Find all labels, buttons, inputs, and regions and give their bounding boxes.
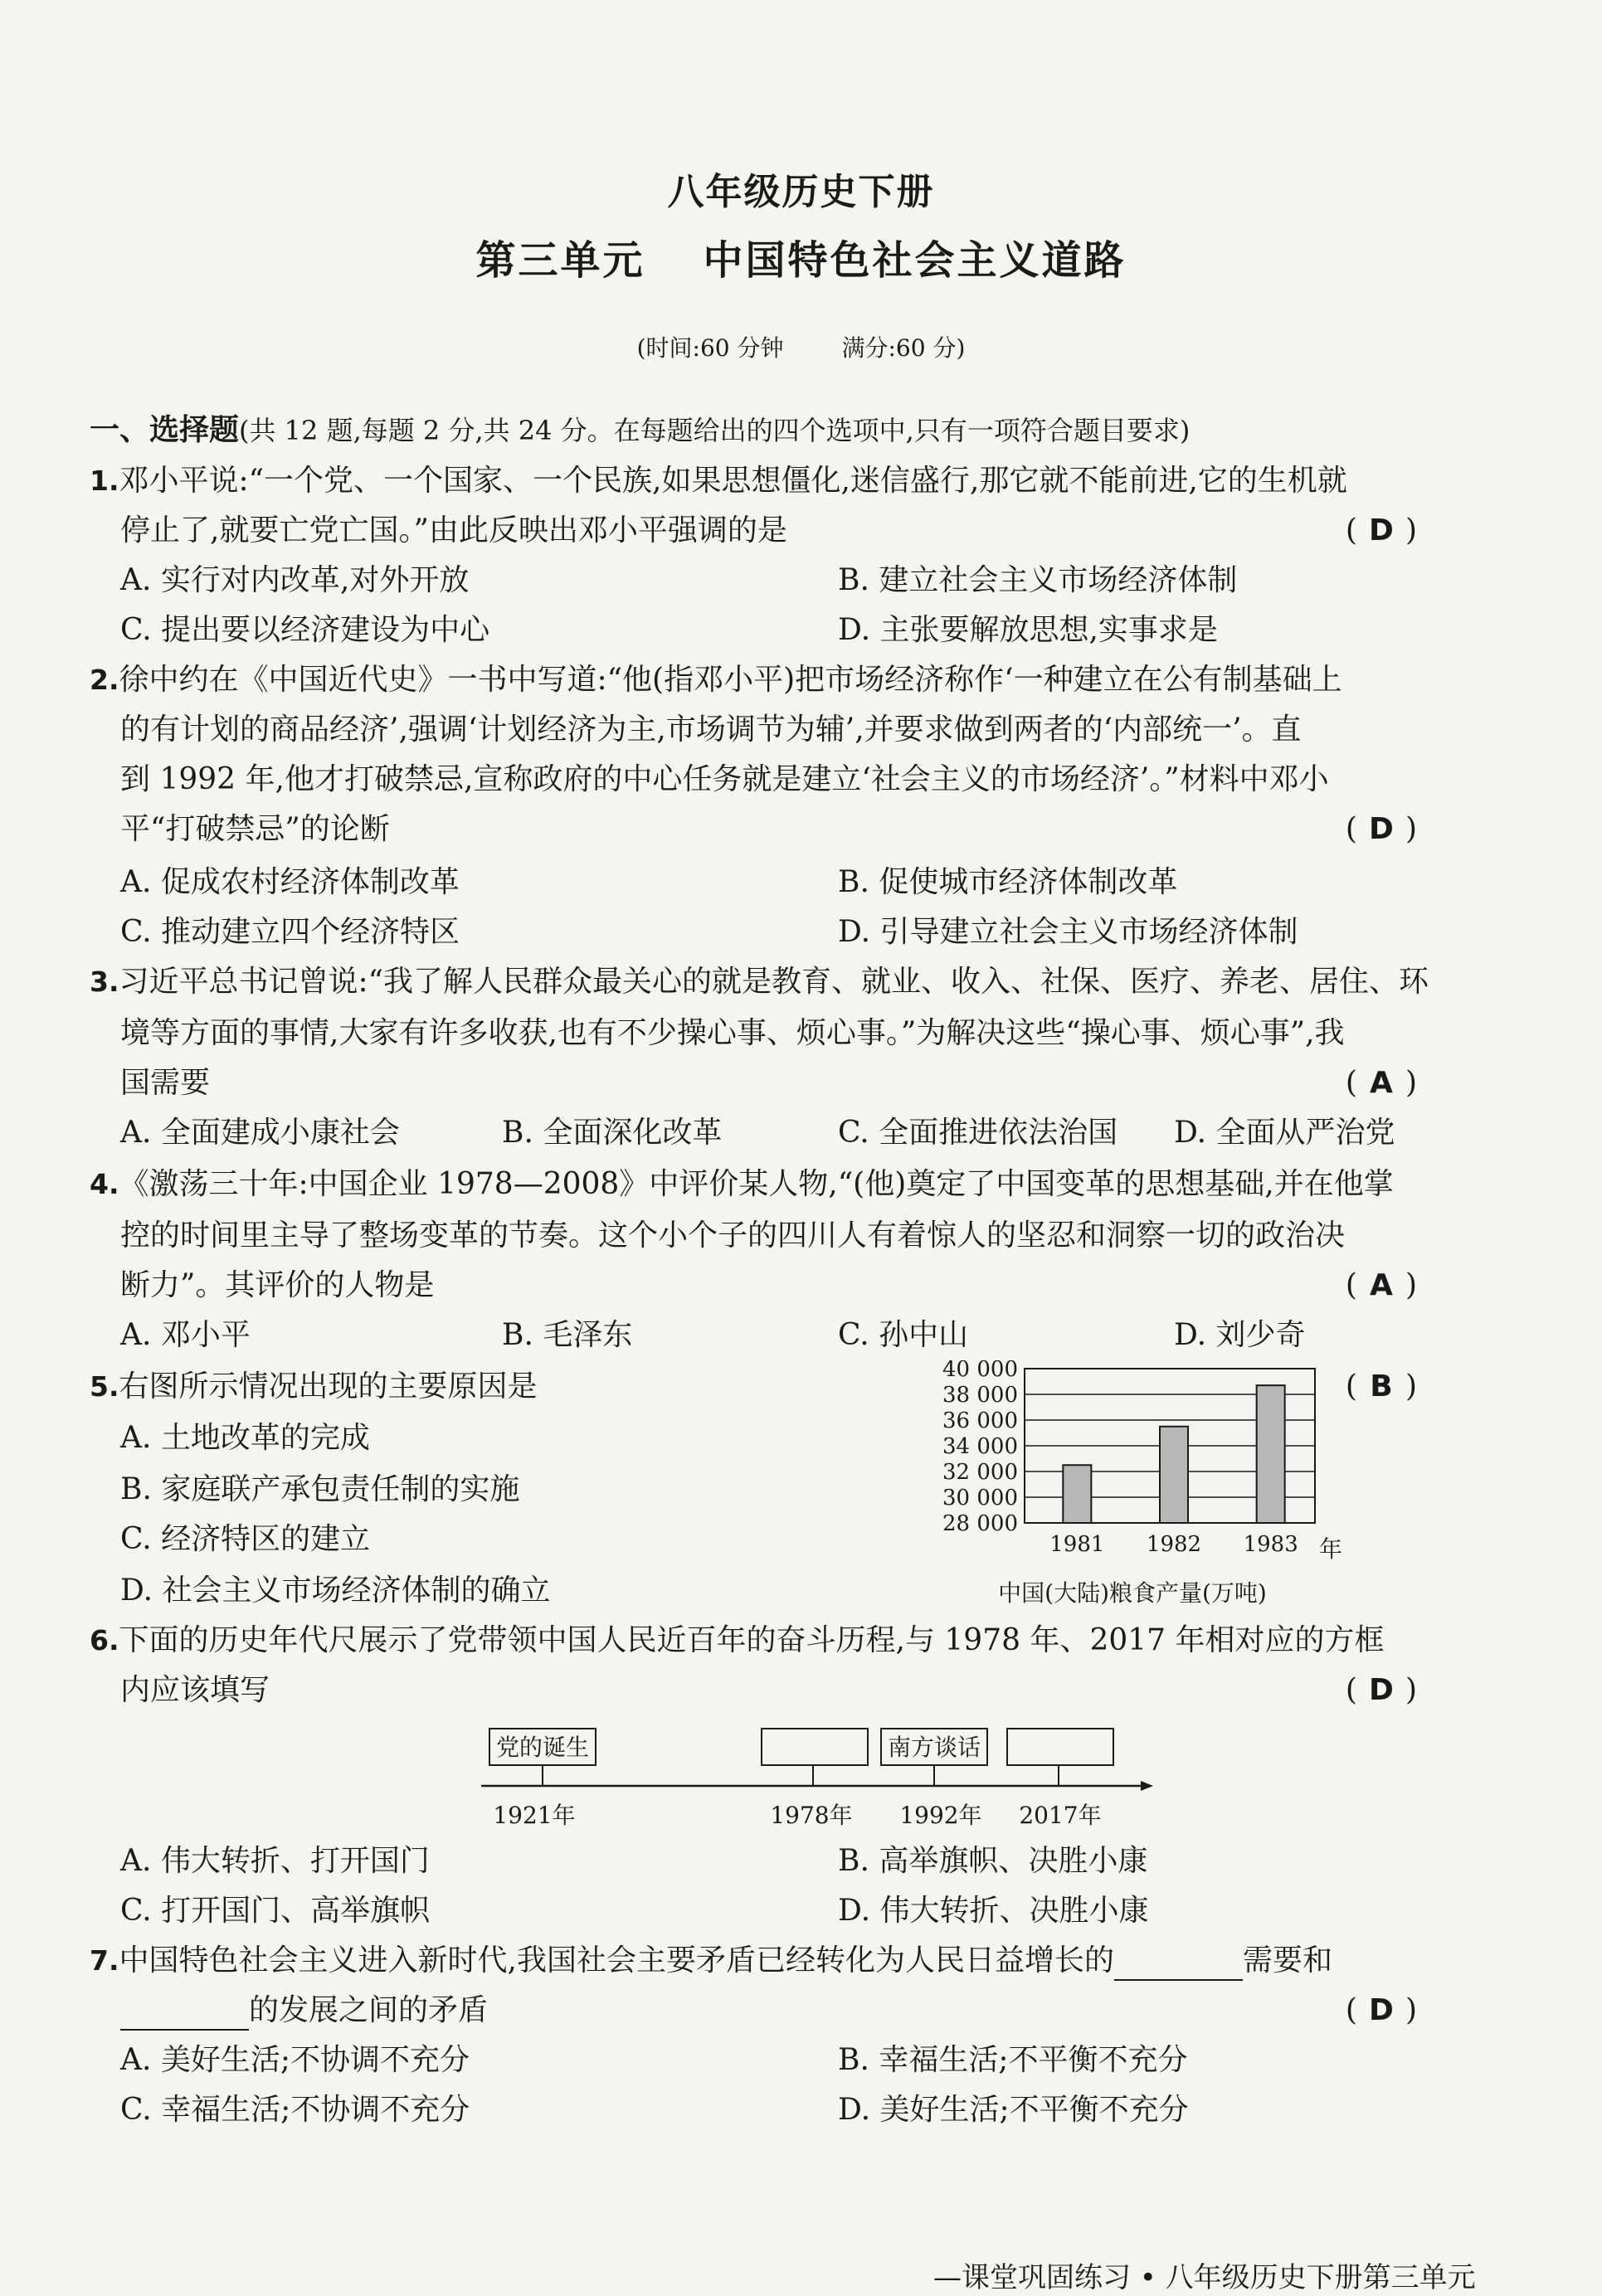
question-3-line-2: 境等方面的事情,大家有许多收获,也有不少操心事、烦心事。”为解决这些“操心事、烦心事”,我 [120,1016,1345,1050]
timeline-year-2017: 2017年 [1019,1802,1102,1829]
question-text: 需要和 [1242,1943,1332,1977]
question-1-line-2 [120,511,1517,551]
question-text: 右图所示情况出现的主要原因是 [119,1369,538,1403]
question-number: 3. [90,966,119,998]
option-b: B. 幸福生活;不平衡不充分 [838,2043,1188,2077]
question-1-line-1 [90,461,1517,501]
answer-bracket: ( D ) [1346,1991,1417,2031]
option-a: A. 邓小平 [120,1318,251,1352]
question-3-line-1 [90,962,1517,1002]
time-limit: (时间:60 分钟 [636,334,784,362]
unit-name: 中国特色社会主义道路 [703,237,1127,284]
answer-bracket: ( A ) [1346,1266,1417,1306]
answer-bracket: ( A ) [1346,1063,1417,1103]
option-c: C. 孙中山 [838,1318,969,1352]
answer-bracket: ( B ) [1346,1367,1417,1407]
y-tick-label: 32 000 [942,1460,1018,1485]
y-tick-label: 30 000 [942,1486,1018,1510]
question-4-line-3 [120,1266,1517,1306]
answer-bracket: ( D ) [1346,810,1417,849]
x-tick-label: 1982 [1146,1532,1202,1557]
question-7-line-2 [120,1991,1517,2031]
option-a: A. 土地改革的完成 [120,1421,370,1455]
timeline-year-1978: 1978年 [770,1802,853,1829]
question-number: 5. [90,1370,119,1403]
answer-value: D [1369,1993,1394,2027]
question-text: 习近平总书记曾说:“我了解人民群众最关心的就是教育、就业、收入、社保、医疗、养老、居住、环 [119,965,1429,999]
question-text: 中国特色社会主义进入新时代,我国社会主要矛盾已经转化为人民日益增长的 [119,1943,1114,1977]
answer-value: D [1369,812,1394,846]
y-tick-label: 40 000 [942,1360,1018,1382]
timeline-event-1921: 党的诞生 [495,1734,590,1761]
option-d: D. 主张要解放思想,实事求是 [838,613,1218,647]
question-2-line-3: 到 1992 年,他才打破禁忌,宣称政府的中心任务就是建立‘社会主义的市场经济’。”材料中邓小 [120,762,1329,796]
question-number: 4. [90,1168,119,1200]
unit-title [0,228,1602,285]
option-d: D. 引导建立社会主义市场经济体制 [838,915,1298,949]
question-number: 1. [90,465,119,497]
option-d: D. 美好生活;不平衡不充分 [838,2093,1189,2127]
y-tick-label: 36 000 [942,1408,1018,1433]
option-c: C. 全面推进依法治国 [838,1116,1118,1150]
option-a: A. 实行对内改革,对外开放 [120,563,470,597]
question-2-line-1 [90,660,1517,700]
option-c: C. 打开国门、高举旗帜 [120,1894,431,1928]
answer-value: D [1369,513,1394,547]
answer-value: B [1370,1369,1393,1403]
option-d: D. 社会主义市场经济体制的确立 [120,1574,551,1608]
bar-1982 [1160,1427,1188,1523]
exam-meta [0,330,1602,363]
page-footer: —课堂巩固练习 • 八年级历史下册第三单元 [933,2261,1476,2294]
question-text: 内应该填写 [120,1673,270,1707]
fill-blank-1[interactable] [1114,1951,1243,1981]
timeline-box-1978[interactable] [762,1729,868,1765]
option-d: D. 伟大转折、决胜小康 [838,1894,1149,1928]
section-header [90,410,1517,450]
y-tick-label: 34 000 [942,1434,1018,1459]
option-b: B. 家庭联产承包责任制的实施 [120,1472,520,1506]
timeline-box-2017[interactable] [1007,1729,1113,1765]
question-text: 平“打破禁忌”的论断 [120,812,390,846]
question-text: 的发展之间的矛盾 [249,1993,489,2027]
bar-1981 [1063,1465,1091,1523]
option-a: A. 伟大转折、打开国门 [120,1844,430,1878]
option-c: C. 提出要以经济建设为中心 [120,613,490,647]
timeline-arrow-icon [1141,1781,1153,1791]
question-text: 断力”。其评价的人物是 [120,1268,435,1302]
timeline-ruler [465,1715,1161,1831]
question-text: 《激荡三十年:中国企业 1978—2008》中评价某人物,“(他)奠定了中国变革的思想基础,并在他掌 [119,1167,1394,1201]
question-7-line-1 [90,1941,1517,1981]
unit-number: 第三单元 [475,237,645,284]
question-text: 停止了,就要亡党亡国。”由此反映出邓小平强调的是 [120,513,787,547]
question-text: 下面的历史年代尺展示了党带领中国人民近百年的奋斗历程,与 1978 年、2017 年相对应的方框 [119,1623,1385,1657]
question-6-line-2 [120,1671,1517,1710]
x-axis-label: 年 [1319,1535,1343,1563]
question-number: 7. [90,1944,119,1977]
question-number: 6. [90,1624,119,1656]
x-tick-label: 1981 [1049,1532,1105,1557]
option-c: C. 经济特区的建立 [120,1522,371,1556]
answer-value: A [1370,1066,1393,1100]
y-tick-label: 28 000 [942,1511,1018,1536]
option-d: D. 刘少奇 [1174,1318,1306,1352]
answer-bracket: ( D ) [1346,1671,1417,1710]
question-number: 2. [90,664,119,696]
question-2-line-2: 的有计划的商品经济’,强调‘计划经济为主,市场调节为辅’,并要求做到两者的‘内部统一’。直 [120,713,1302,747]
option-a: A. 全面建成小康社会 [120,1116,400,1150]
question-4-line-2: 控的时间里主导了整场变革的节奏。这个小个子的四川人有着惊人的坚忍和洞察一切的政治决 [120,1219,1346,1253]
question-2-line-4 [120,810,1517,849]
bar-1983 [1257,1385,1285,1523]
question-text: 徐中约在《中国近代史》一书中写道:“他(指邓小平)把市场经济称作‘一种建立在公有制基础上 [119,663,1342,697]
question-3-line-3 [120,1063,1517,1103]
option-a: A. 美好生活;不协调不充分 [120,2043,470,2077]
timeline-event-1992: 南方谈话 [887,1734,981,1761]
question-text: 邓小平说:“一个党、一个国家、一个民族,如果思想僵化,迷信盛行,那它就不能前进,它的生机就 [119,464,1347,498]
option-c: C. 推动建立四个经济特区 [120,915,460,949]
section-label: 一、选择题 [90,412,240,447]
section-description: (共 12 题,每题 2 分,共 24 分。在每题给出的四个选项中,只有一项符合题目要求) [239,415,1191,446]
question-text: 国需要 [120,1066,211,1100]
answer-bracket: ( D ) [1346,511,1417,551]
option-a: A. 促成农村经济体制改革 [120,865,460,899]
answer-value: A [1370,1268,1393,1302]
page-title: 八年级历史下册 [667,171,935,213]
fill-blank-2[interactable] [120,2001,249,2031]
timeline-year-1921: 1921年 [493,1802,576,1829]
question-4-line-1 [90,1165,1517,1204]
grain-output-chart [917,1360,1381,1617]
option-b: B. 高举旗帜、决胜小康 [838,1844,1148,1878]
timeline-year-1992: 1992年 [899,1802,982,1829]
option-b: B. 毛泽东 [502,1318,633,1352]
x-tick-label: 1983 [1243,1532,1298,1557]
option-b: B. 建立社会主义市场经济体制 [838,563,1238,597]
chart-title: 中国(大陆)粮食产量(万吨) [998,1579,1267,1607]
question-6-line-1 [90,1621,1517,1661]
option-b: B. 全面深化改革 [502,1116,723,1150]
option-d: D. 全面从严治党 [1174,1116,1395,1150]
option-c: C. 幸福生活;不协调不充分 [120,2093,470,2127]
option-b: B. 促使城市经济体制改革 [838,865,1178,899]
y-tick-label: 38 000 [942,1383,1018,1408]
full-score: 满分:60 分) [841,334,966,362]
answer-value: D [1369,1673,1394,1707]
